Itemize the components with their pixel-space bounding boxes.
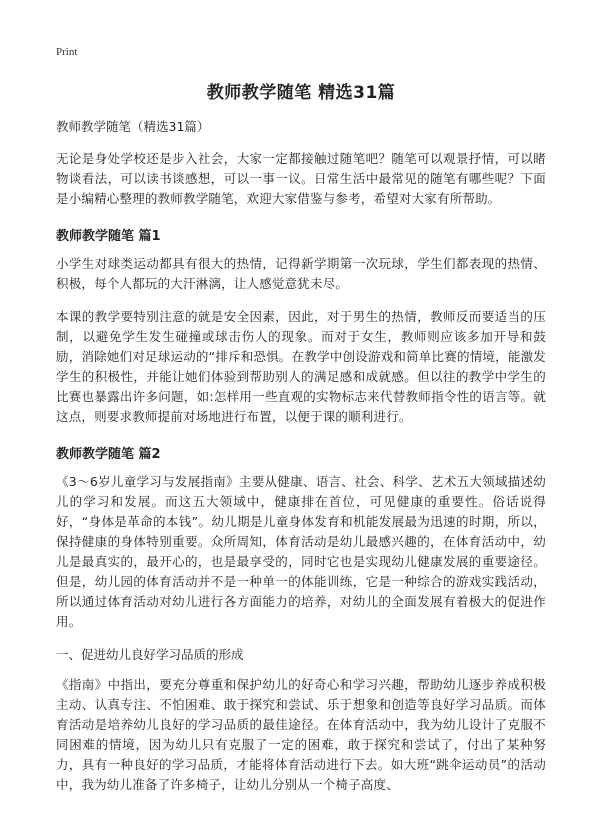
section-1-paragraph-1: 小学生对球类运动都具有很大的热情，记得新学期第一次玩球，学生们都表现的热情、积极，每个人都玩的大汗淋漓，让人感觉意犹未尽。 [56, 256, 546, 291]
section-2-subheading: 一、促进幼儿良好学习品质的形成 [56, 647, 244, 662]
section-1-heading: 教师教学随笔 篇1 [56, 229, 161, 244]
section-1-paragraph-2: 本课的教学要特别注意的就是安全因素，因此，对于男生的热情，教师反而要适当的压制，以避免学生发生碰撞或球击伤人的现象。而对于女生，教师则应该多加开导和鼓励，消除她们对足球运动的“排斥和恐惧。在教学中创设游戏和简单比赛的情境，能激发学生的积极性，并能让她们体验到帮助别人的满足感和成就感。但以往的教学中学生的比赛也暴露出许多问题，如:怎样用一些直观的实物标志来代替教师指令性的语言等。就这点，则要求教师提前对场地进行布置，以便于课的顺利进行。 [56, 309, 546, 424]
section-2-paragraph-2: 《指南》中指出，要充分尊重和保护幼儿的好奇心和学习兴趣，帮助幼儿逐步养成积极主动、认真专注、不怕困难、敢于探究和尝试、乐于想象和创造等良好学习品质。而体育活动是培养幼儿良好的学习品质的最佳途径。在体育活动中，我为幼儿设计了克服不同困难的情境，因为幼儿只有克服了一定的困难，敢于探究和尝试了，付出了某种努力，具有一种良好的学习品质，才能将体育活动进行下去。如大班“跳伞运动员”的活动中，我为幼儿准备了许多椅子，让幼儿分别从一个椅子高度、 [56, 677, 546, 792]
section-2-paragraph-1: 《3～6岁儿童学习与发展指南》主要从健康、语言、社会、科学、艺术五大领域描述幼儿的学习和发展。而这五大领域中，健康排在首位，可见健康的重要性。俗话说得好，“身体是革命的本钱”。幼儿期是儿童身体发育和机能发展最为迅速的时期，所以，保持健康的身体特别重要。众所周知，体育活动是幼儿最感兴趣的，在体育活动中，幼儿是最真实的，最开心的，也是最享受的，同时它也是实现幼儿健康发展的重要途径。但是，幼儿园的体育活动并不是一种单一的体能训练，它是一种综合的游戏实践活动，所以通过体育活动对幼儿进行各方面能力的培养，对幼儿的全面发展有着极大的促进作用。 [56, 474, 546, 629]
print-link[interactable]: Print [56, 46, 78, 58]
section-2-heading: 教师教学随笔 篇2 [56, 447, 161, 462]
document-subtitle: 教师教学随笔（精选31篇） [56, 119, 210, 134]
intro-paragraph: 无论是身处学校还是步入社会，大家一定都接触过随笔吧？随笔可以观景抒情，可以睹物谈看法，可以读书谈感想，可以一事一议。日常生活中最常见的随笔有哪些呢？下面是小编精心整理的教师教学随笔，欢迎大家借鉴与参考，希望对大家有所帮助。 [56, 151, 546, 206]
page-title: 教师教学随笔 精选31篇 [206, 83, 396, 103]
document-body [56, 78, 546, 808]
